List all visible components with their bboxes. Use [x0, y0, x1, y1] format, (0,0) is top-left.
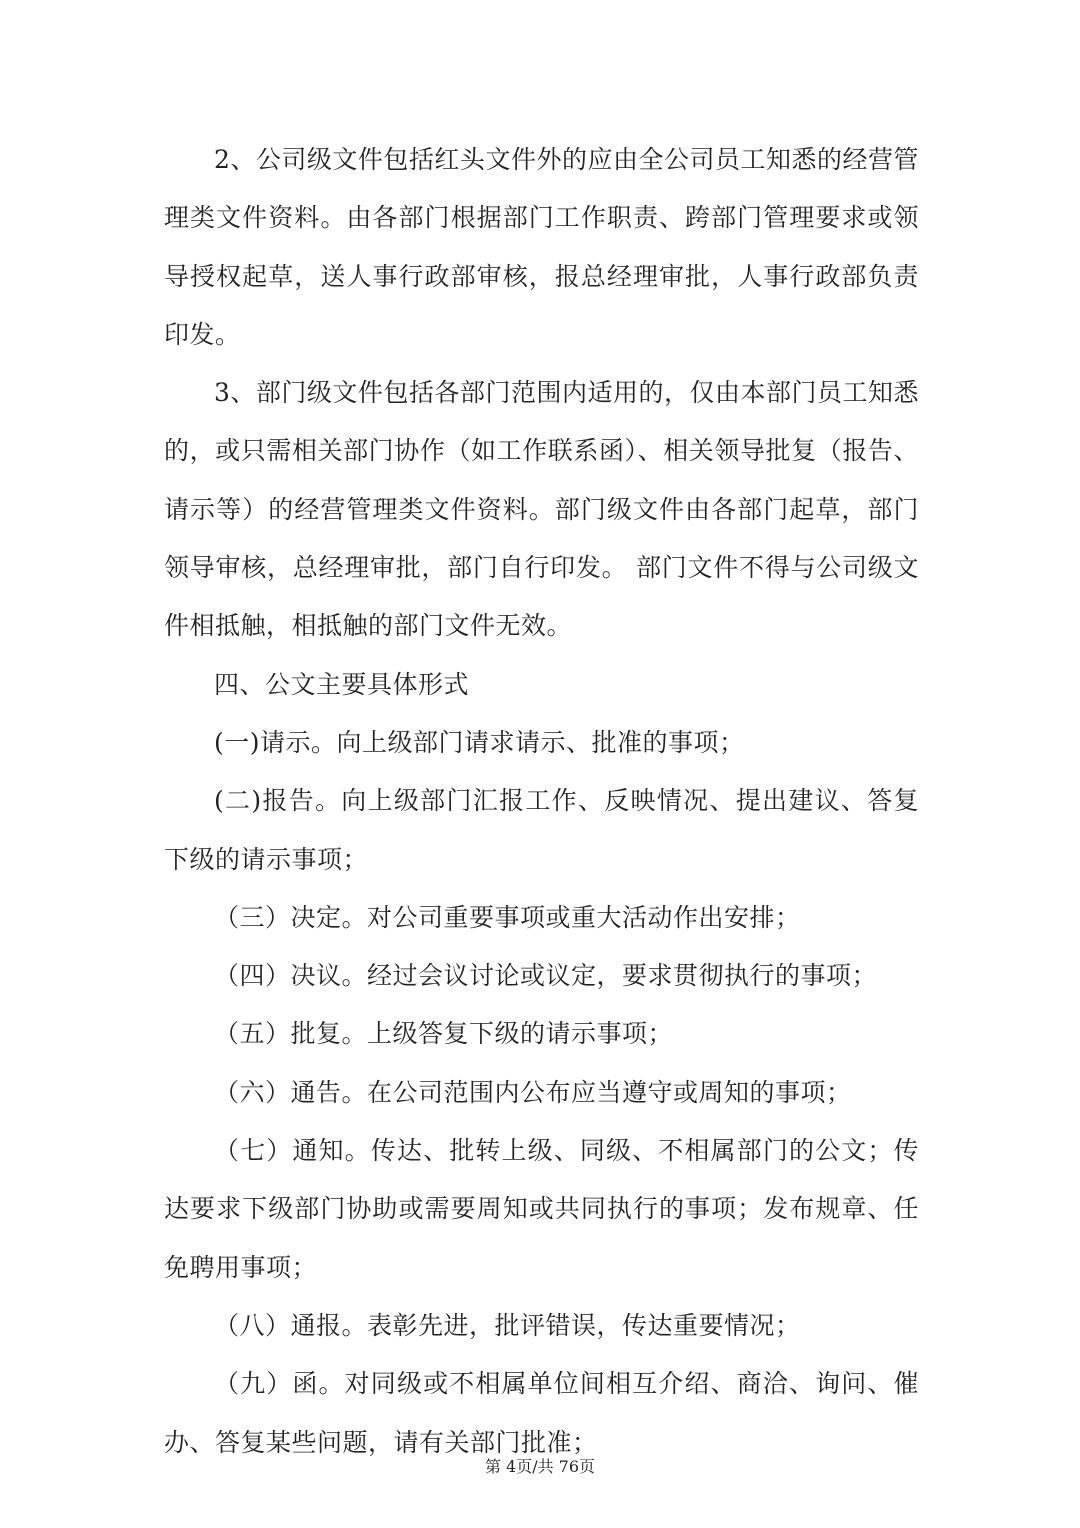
list-item-decision: （三）决定。对公司重要事项或重大活动作出安排； [214, 902, 801, 932]
list-item-letter: （九）函。对同级或不相属单位间相互介绍、商洽、询问、催办、答复某些问题，请有关部门批准； [164, 1369, 919, 1457]
list-item-resolution: （四）决议。经过会议讨论或议定，要求贯彻执行的事项； [214, 961, 878, 991]
list-item-request: (一)请示。向上级部门请求请示、批准的事项； [214, 727, 745, 757]
list-item-report: (二)报告。向上级部门汇报工作、反映情况、提出建议、答复下级的请示事项； [164, 786, 919, 874]
paragraph-company-level-files: 2、公司级文件包括红头文件外的应由全公司员工知悉的经营管理类文件资料。由各部门根据部门工作职责、跨部门管理要求或领导授权起草，送人事行政部审核，报总经理审批，人事行政部负责印发。 [164, 145, 919, 349]
document-body [164, 131, 919, 1472]
paragraph-department-level-files: 3、部门级文件包括各部门范围内适用的，仅由本部门员工知悉的，或只需相关部门协作（如工作联系函）、相关领导批复（报告、请示等）的经营管理类文件资料。部门级文件由各部门起草，部门领导审核，总经理审批，部门自行印发。 部门文件不得与公司级文件相抵触，相抵触的部门文件无效。 [164, 378, 919, 641]
list-item-announcement: （六）通告。在公司范围内公布应当遵守或周知的事项； [214, 1077, 852, 1107]
section-heading-document-forms: 四、公文主要具体形式 [214, 669, 470, 699]
list-item-bulletin: （八）通报。表彰先进，批评错误，传达重要情况； [214, 1310, 801, 1340]
list-item-reply: （五）批复。上级答复下级的请示事项； [214, 1019, 674, 1049]
page-footer-page-number: 第 4页/共 76页 [484, 1457, 596, 1476]
list-item-notice: （七）通知。传达、批转上级、同级、不相属部门的公文；传达要求下级部门协助或需要周知或共同执行的事项；发布规章、任免聘用事项； [164, 1136, 919, 1282]
